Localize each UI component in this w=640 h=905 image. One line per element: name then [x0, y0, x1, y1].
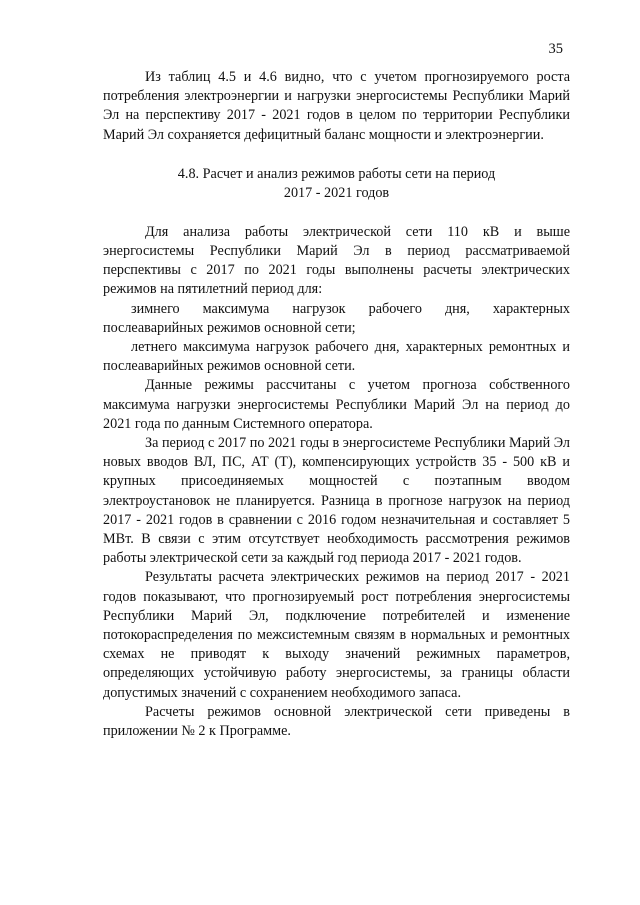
- page-number: 35: [548, 41, 563, 57]
- paragraph-results: Результаты расчета электрических режимов на период 2017 - 2021 годов показывают, что прогнозируемый рост потребления энергосистемы Республики Марий Эл, подключение потребителей и изменение потокораспределения по межсистемным связям в нормальных и ремонтных схемах не приводят к выходу значений режимных параметров, определяющих устойчивую работу энергосистемы, за границы области допустимых значений с сохранением необходимого запаса.: [103, 569, 570, 701]
- paragraph-appendix-reference: Расчеты режимов основной электрической сети приведены в приложении № 2 к Программе.: [103, 703, 570, 740]
- list-item-summer: летнего максимума нагрузок рабочего дня, характерных ремонтных и послеаварийных режимов основной сети.: [103, 339, 570, 375]
- body-text: [103, 68, 570, 741]
- paragraph-period-inputs: За период с 2017 по 2021 годы в энергосистеме Республики Марий Эл новых вводов ВЛ, ПС, АТ (Т), компенсирующих устройств 35 - 500 кВ и крупных присоединяемых мощностей с поэтапным вводом электроустановок не планируется. Разница в прогнозе нагрузок на период 2017 - 2021 годов в сравнении с 2016 годом незначительная и составляет 5 МВт. В связи с этим отсутствует необходимость рассмотрения режимов работы электрической сети за каждый год периода 2017 - 2021 годов.: [103, 435, 570, 567]
- intro-paragraph: Из таблиц 4.5 и 4.6 видно, что с учетом прогнозируемого роста потребления электроэнергии и нагрузки энергосистемы Республики Марий Эл на перспективу 2017 - 2021 годов в целом по территории Республики Марий Эл сохраняется дефицитный баланс мощности и электроэнергии.: [103, 69, 570, 143]
- list-item-winter: зимнего максимума нагрузок рабочего дня, характерных послеаварийных режимов основной сети;: [103, 300, 570, 336]
- paragraph-analysis-intro: Для анализа работы электрической сети 110 кВ и выше энергосистемы Республики Марий Эл в период рассматриваемой перспективы с 2017 по 2021 годы выполнены расчеты электрических режимов на пятилетний период для:: [103, 223, 570, 298]
- paragraph-regimes-forecast: Данные режимы рассчитаны с учетом прогноза собственного максимума нагрузки энергосистемы Республики Марий Эл на период до 2021 года по данным Системного оператора.: [103, 377, 570, 432]
- section-heading-line1: 4.8. Расчет и анализ режимов работы сети на период: [177, 165, 496, 182]
- section-heading-line2: 2017 - 2021 годов: [283, 184, 390, 201]
